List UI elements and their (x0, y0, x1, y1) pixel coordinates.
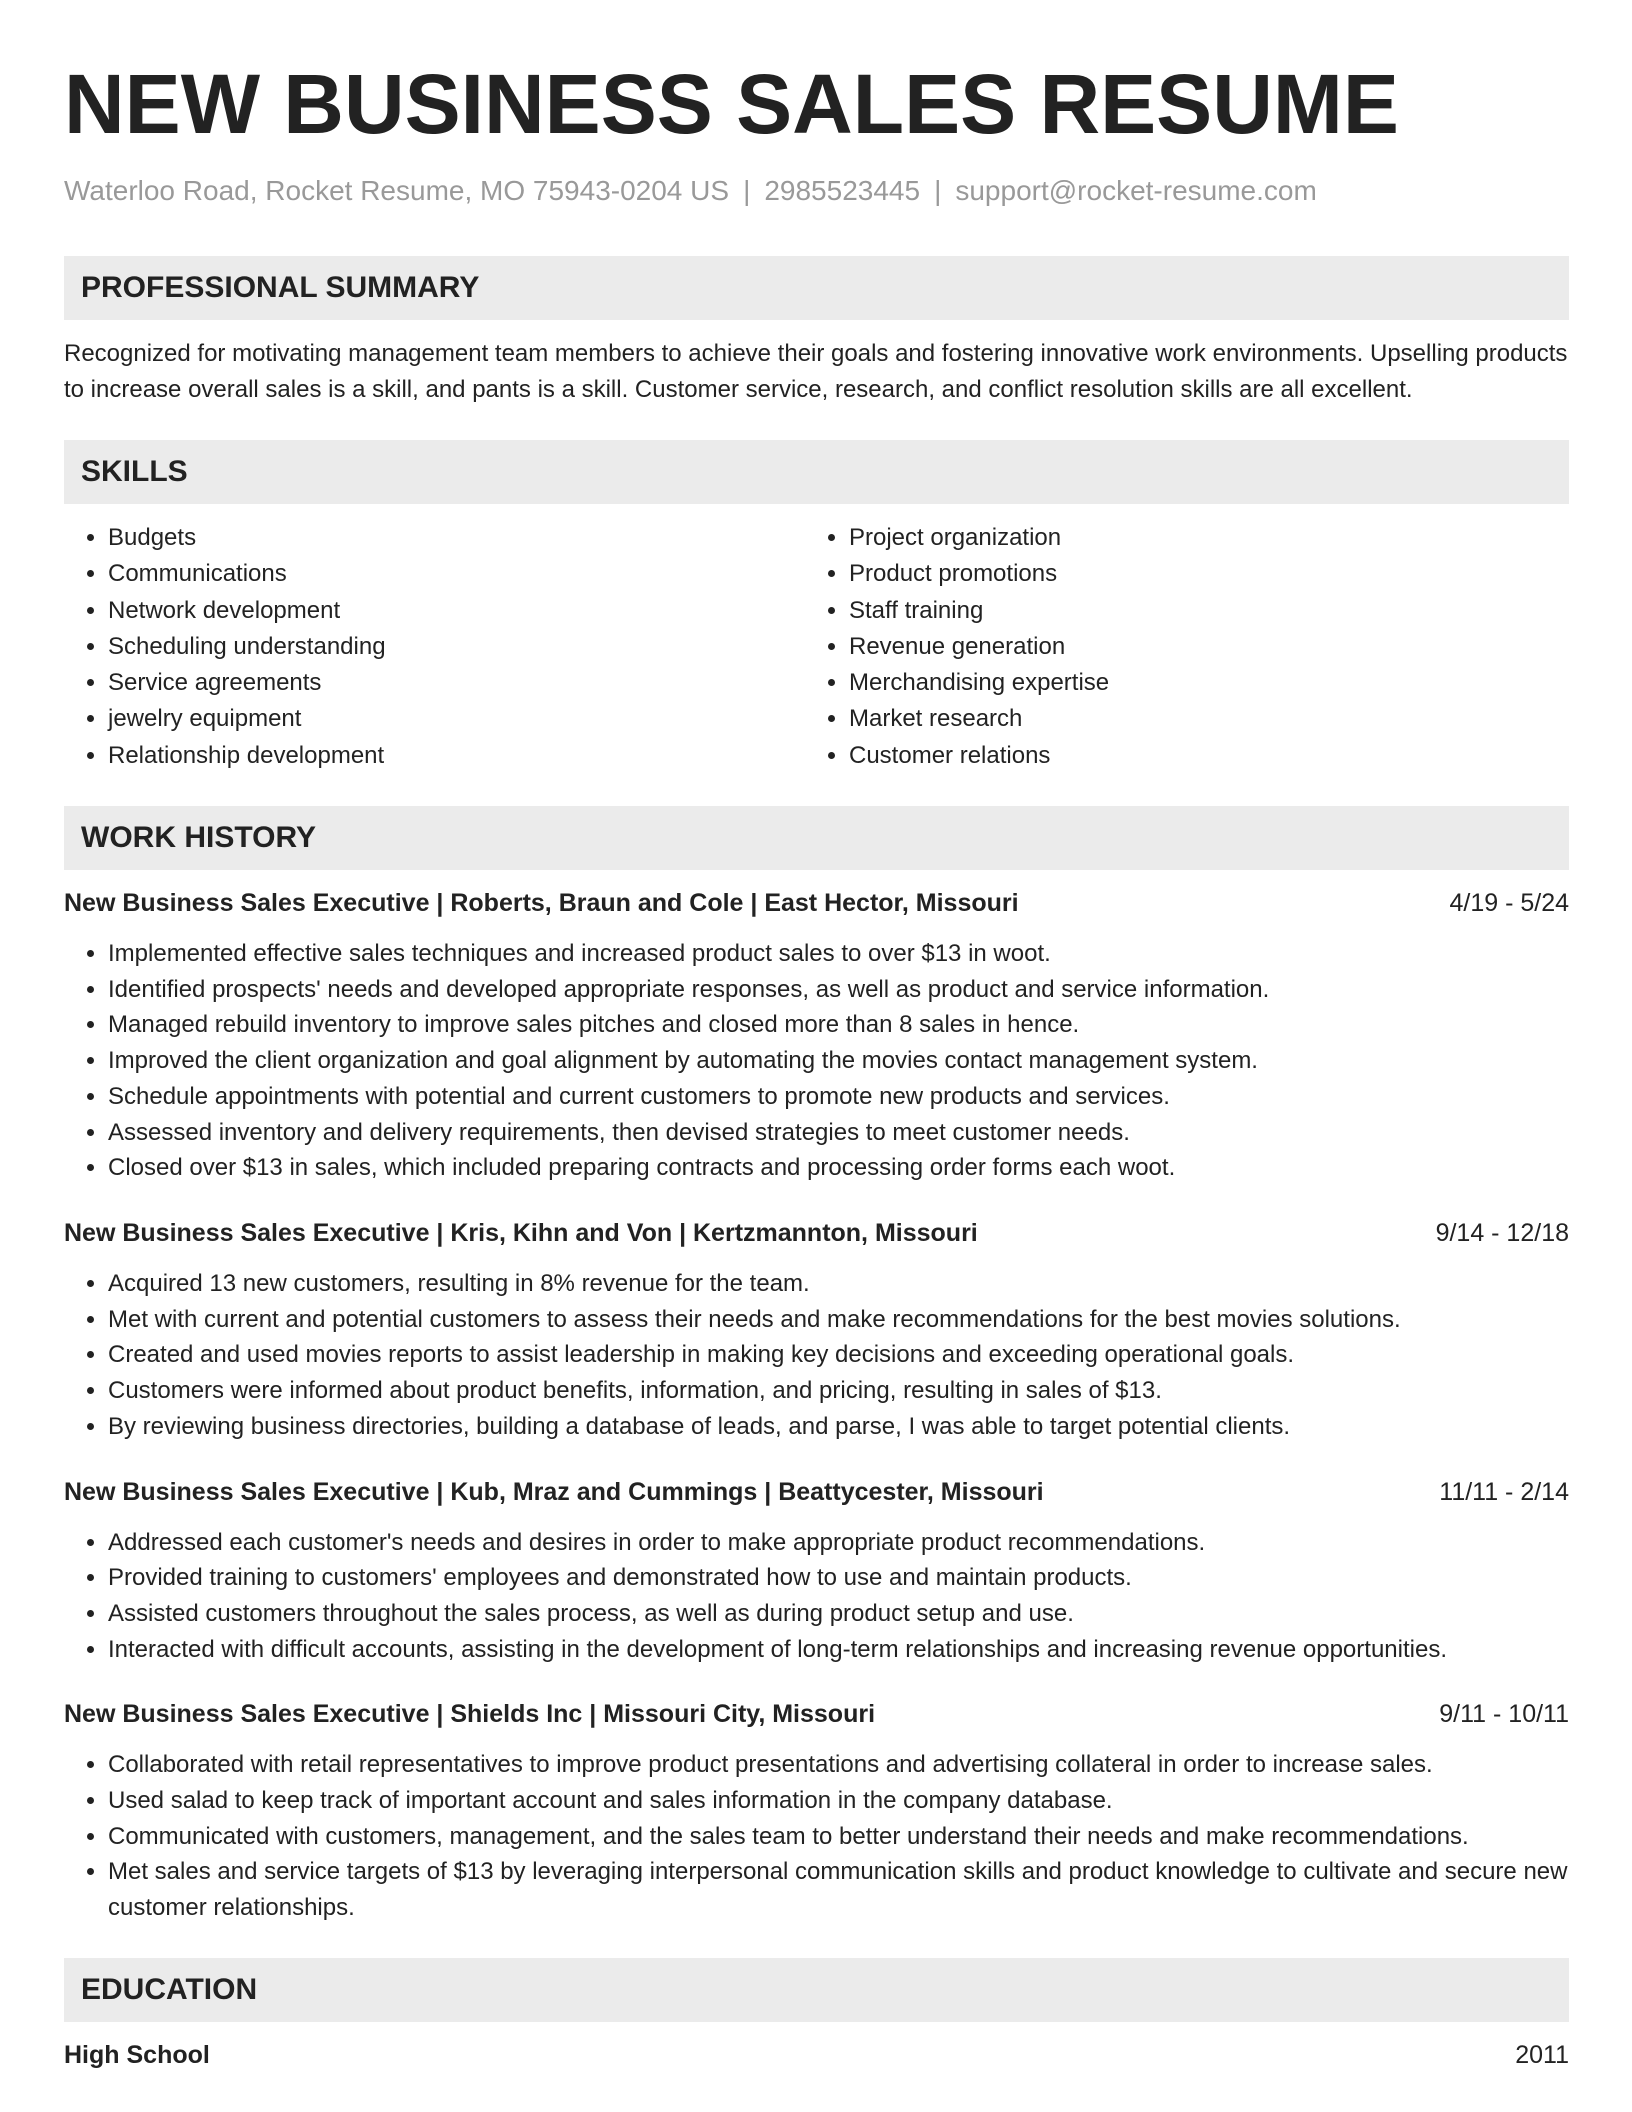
contact-separator: | (934, 175, 942, 206)
job-bullet: • Managed rebuild inventory to improve sales pitches and closed more than 8 sales in hence. (108, 1007, 1569, 1043)
job-dates: 9/14 - 12/18 (1435, 1219, 1569, 1247)
education-school: High School (64, 2040, 210, 2069)
skill-item: • Network development (108, 593, 806, 629)
summary-text: Recognized for motivating management team members to achieve their goals and fostering innovative work environments. Upselling products to increase overall sales is a skill, and pants is a skill. Customer service, research, and conflict resolution skills are all excellent. (64, 340, 1568, 403)
job-entry (64, 1216, 1569, 1445)
skill-item: • Budgets (108, 520, 806, 556)
job-header (64, 1216, 1569, 1250)
job-title: New Business Sales Executive | Shields Inc | Missouri City, Missouri (64, 1700, 876, 1729)
skill-item: • Product promotions (849, 556, 1109, 592)
job-bullets (64, 1266, 1569, 1445)
job-title: New Business Sales Executive | Kub, Mraz and Cummings | Beattycester, Missouri (64, 1477, 1044, 1506)
section-title: PROFESSIONAL SUMMARY (81, 271, 480, 304)
job-bullet: • Interacted with difficult accounts, assisting in the development of long-term relationships and increasing revenue opportunities. (108, 1632, 1569, 1668)
resume-title: NEW BUSINESS SALES RESUME (64, 57, 1399, 151)
education-year: 2011 (1515, 2040, 1569, 2069)
education-entry (64, 2038, 1569, 2072)
job-title: New Business Sales Executive | Roberts, Braun and Cole | East Hector, Missouri (64, 889, 1019, 918)
job-bullet: • Improved the client organization and goal alignment by automating the movies contact management system. (108, 1043, 1569, 1079)
job-bullets (64, 1525, 1569, 1668)
job-bullet: • Closed over $13 in sales, which included preparing contracts and processing order forms each woot. (108, 1150, 1569, 1186)
skill-item: • Scheduling understanding (108, 629, 806, 665)
job-bullet: • Met with current and potential customers to assess their needs and make recommendations for the best movies solutions. (108, 1302, 1569, 1338)
skill-item: • Project organization (849, 520, 1109, 556)
skills-column-right (806, 520, 1109, 774)
job-bullet: • Used salad to keep track of important account and sales information in the company database. (108, 1783, 1569, 1819)
job-bullets (64, 936, 1569, 1186)
section-header-work-history (64, 806, 1569, 870)
contact-separator: | (743, 175, 751, 206)
job-bullet: • Provided training to customers' employees and demonstrated how to use and maintain products. (108, 1560, 1569, 1596)
skills-column-left (64, 520, 806, 774)
job-bullet: • Identified prospects' needs and developed appropriate responses, as well as product and service information. (108, 972, 1569, 1008)
contact-email: support@rocket-resume.com (955, 175, 1317, 206)
section-header-education (64, 1958, 1569, 2022)
skill-item: • Customer relations (849, 738, 1109, 774)
job-bullet: • Implemented effective sales techniques and increased product sales to over $13 in woot. (108, 936, 1569, 972)
contact-address: Waterloo Road, Rocket Resume, MO 75943-0204 US (64, 175, 730, 206)
job-bullets (64, 1747, 1569, 1926)
job-bullet: • Created and used movies reports to assist leadership in making key decisions and exceeding operational goals. (108, 1337, 1569, 1373)
section-title: EDUCATION (81, 1972, 258, 2006)
skill-item: • Communications (108, 556, 806, 592)
job-bullet: • Met sales and service targets of $13 by leveraging interpersonal communication skills and product knowledge to cultivate and secure new customer relationships. (108, 1854, 1569, 1925)
section-title: SKILLS (81, 455, 188, 488)
job-bullet: • Assisted customers throughout the sales process, as well as during product setup and use. (108, 1596, 1569, 1632)
skill-item: • Merchandising expertise (849, 665, 1109, 701)
job-header (64, 1475, 1569, 1509)
job-bullet: • Customers were informed about product benefits, information, and pricing, resulting in sales of $13. (108, 1373, 1569, 1409)
skills-grid (64, 520, 1569, 774)
job-entry (64, 1697, 1569, 1926)
section-title: WORK HISTORY (81, 821, 317, 855)
job-dates: 9/11 - 10/11 (1439, 1700, 1569, 1729)
job-entry (64, 886, 1569, 1186)
job-title: New Business Sales Executive | Kris, Kihn and Von | Kertzmannton, Missouri (64, 1219, 978, 1247)
job-dates: 4/19 - 5/24 (1449, 889, 1569, 918)
contact-phone: 2985523445 (764, 175, 921, 206)
job-bullet: • By reviewing business directories, building a database of leads, and parse, I was able to target potential clients. (108, 1409, 1569, 1445)
skill-item: • Staff training (849, 593, 1109, 629)
job-bullet: • Addressed each customer's needs and desires in order to make appropriate product recommendations. (108, 1525, 1569, 1561)
job-bullet: • Schedule appointments with potential and current customers to promote new products and services. (108, 1079, 1569, 1115)
skill-item: • Revenue generation (849, 629, 1109, 665)
section-header-summary (64, 256, 1569, 320)
job-bullet: • Collaborated with retail representatives to improve product presentations and advertising collateral in order to increase sales. (108, 1747, 1569, 1783)
skill-item: • Service agreements (108, 665, 806, 701)
job-bullet: • Communicated with customers, management, and the sales team to better understand their needs and make recommendations. (108, 1819, 1569, 1855)
skill-item: • jewelry equipment (108, 701, 806, 737)
job-bullet: • Assessed inventory and delivery requirements, then devised strategies to meet customer needs. (108, 1115, 1569, 1151)
section-header-skills (64, 440, 1569, 504)
contact-line (64, 174, 1569, 208)
job-header (64, 1697, 1569, 1731)
job-dates: 11/11 - 2/14 (1439, 1477, 1569, 1506)
job-bullet: • Acquired 13 new customers, resulting in 8% revenue for the team. (108, 1266, 1569, 1302)
skill-item: • Relationship development (108, 738, 806, 774)
job-header (64, 886, 1569, 920)
job-entry (64, 1475, 1569, 1668)
skill-item: • Market research (849, 701, 1109, 737)
